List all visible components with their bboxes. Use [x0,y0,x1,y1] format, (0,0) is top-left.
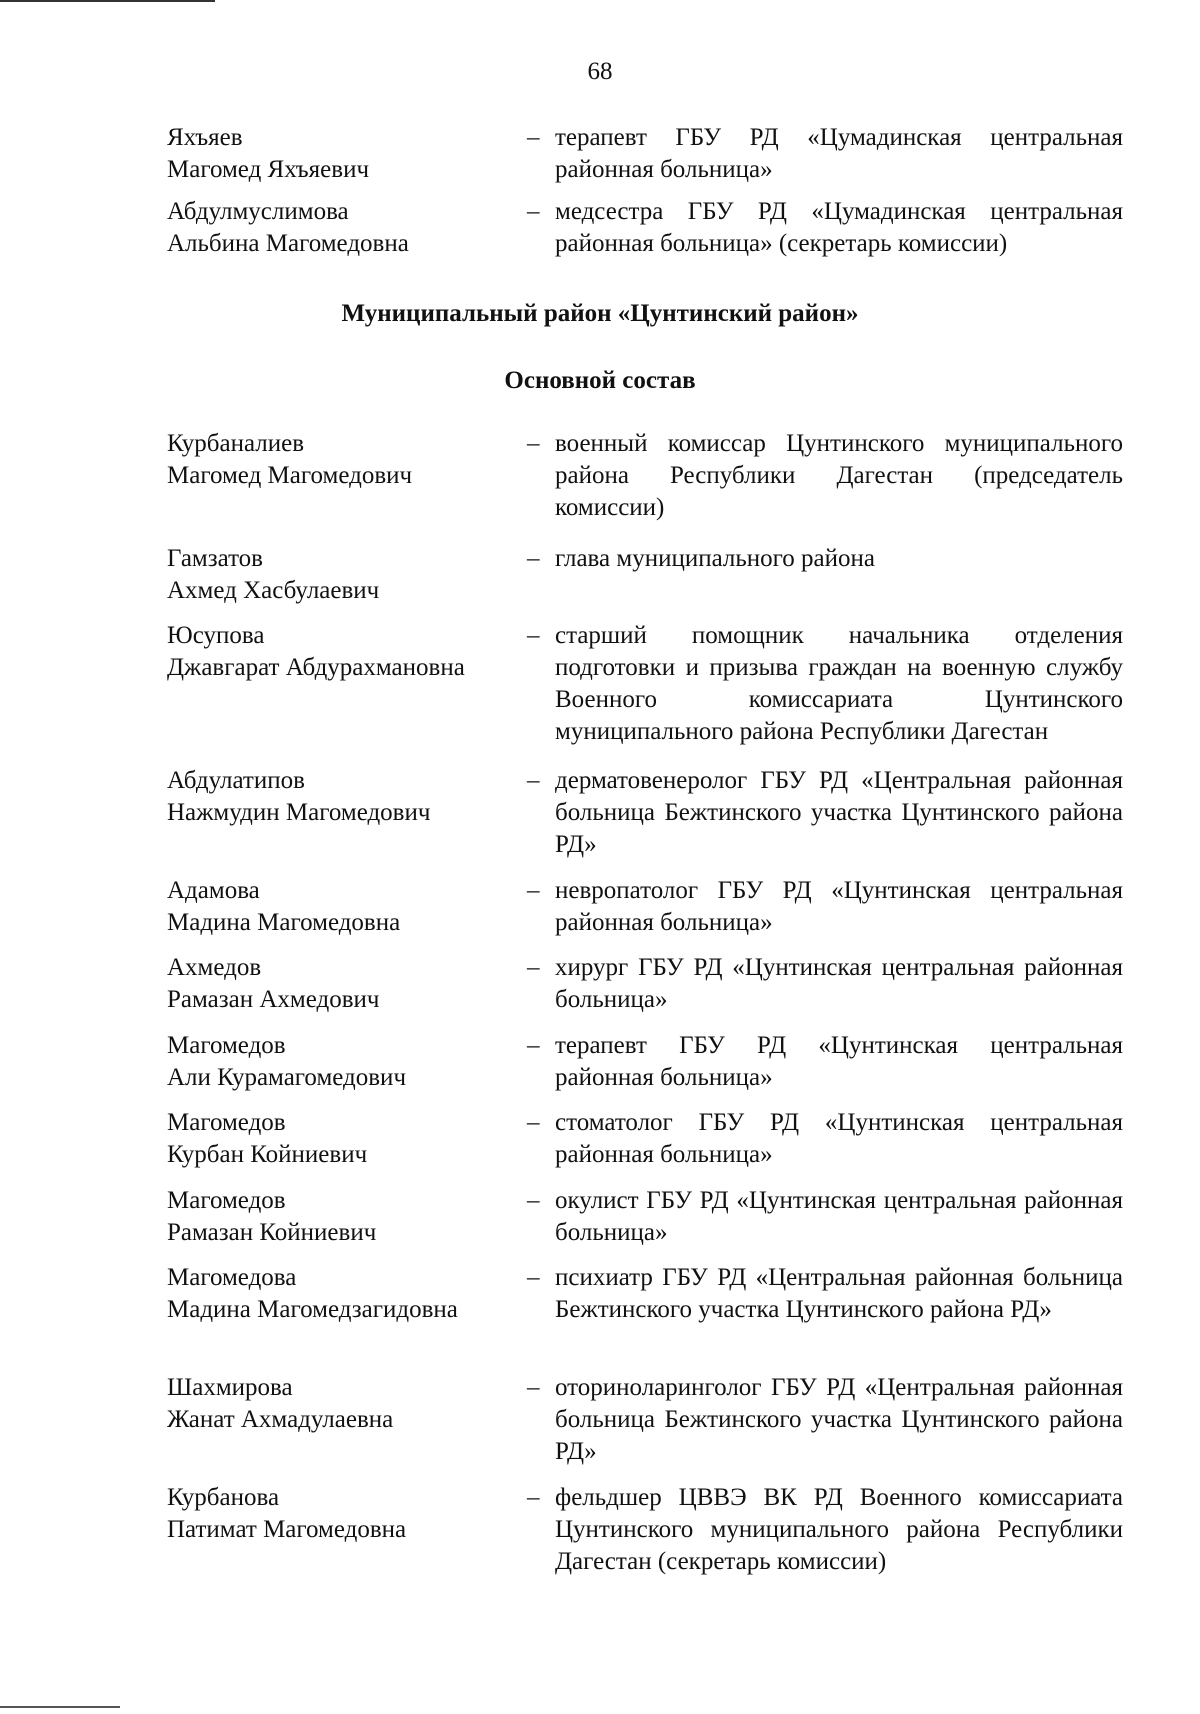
member-name [167,875,527,939]
dash-separator: – [527,124,540,151]
dash-separator: – [527,622,540,649]
member-surname: Шахмирова [167,1374,293,1401]
member-surname: Юсупова [167,622,265,649]
member-given-names: Патимат Магомедовна [167,1516,407,1543]
member-given-names: Магомед Яхъяевич [167,156,370,183]
member-role: военный комиссар Цунтинского муниципального района Республики Дагестан (председатель комиссии) [555,430,1123,521]
dash-separator: – [527,767,540,794]
member-given-names: Нажмудин Магомедович [167,799,431,826]
member-given-names: Рамазан Ахмедович [167,986,380,1013]
subsection-title: Основной состав [504,367,696,394]
member-surname: Курбаналиев [167,430,305,457]
member-given-names: Альбина Магомедовна [167,230,409,257]
member-given-names: Жанат Ахмадулаевна [167,1406,394,1433]
section-title: Муниципальный район «Цунтинский район» [341,300,859,327]
dash-separator: – [527,430,540,457]
member-name [167,765,527,829]
member-role: глава муниципального района [555,545,875,572]
member-role: медсестра ГБУ РД «Цумадинская центральная районная больница» (секретарь комиссии) [555,198,1123,257]
member-role: невропатолог ГБУ РД «Цунтинская центральная районная больница» [555,877,1123,936]
member-name [167,122,527,186]
dash-separator: – [527,1187,540,1214]
member-role: окулист ГБУ РД «Цунтинская центральная районная больница» [555,1187,1123,1246]
member-surname: Магомедов [167,1187,286,1214]
member-surname: Курбанова [167,1484,280,1511]
member-surname: Абдулатипов [167,767,305,794]
dash-separator: – [527,1109,540,1136]
member-role: психиатр ГБУ РД «Центральная районная больница Бежтинского участка Цунтинского района РД» [555,1264,1123,1323]
scan-edge-line [0,0,215,2]
dash-separator: – [527,1264,540,1291]
member-name [167,1372,527,1436]
member-surname: Магомедов [167,1109,286,1136]
dash-separator: – [527,1032,540,1059]
member-given-names: Али Курамагомедович [167,1064,407,1091]
member-name [167,1185,527,1249]
member-name [167,620,527,684]
dash-separator: – [527,1374,540,1401]
member-role: терапевт ГБУ РД «Цумадинская центральная районная больница» [555,124,1123,183]
member-given-names: Рамазан Койниевич [167,1219,377,1246]
member-name [167,1262,527,1326]
member-given-names: Мадина Магомедовна [167,909,401,936]
member-surname: Магомедов [167,1032,286,1059]
member-given-names: Мадина Магомедзагидовна [167,1296,458,1323]
member-role: стоматолог ГБУ РД «Цунтинская центральная районная больница» [555,1109,1123,1168]
dash-separator: – [527,1484,540,1511]
member-surname: Абдулмуслимова [167,198,349,225]
member-role: терапевт ГБУ РД «Цунтинская центральная районная больница» [555,1032,1123,1091]
member-role: старший помощник начальника отделения подготовки и призыва граждан на военную службу Военного комиссариата Цунтинского муниципального района Республики Дагестан [555,622,1123,745]
member-name [167,952,527,1016]
member-name [167,428,527,492]
scan-edge-line [0,1706,120,1708]
dash-separator: – [527,877,540,904]
member-surname: Адамова [167,877,260,904]
member-name [167,1107,527,1171]
page-number: 68 [587,58,613,85]
member-surname: Яхъяев [167,124,243,151]
member-given-names: Джавгарат Абдурахмановна [167,654,465,681]
member-role: фельдшер ЦВВЭ ВК РД Военного комиссариата Цунтинского муниципального района Республики Дагестан (секретарь комиссии) [555,1484,1123,1575]
member-given-names: Ахмед Хасбулаевич [167,577,380,604]
dash-separator: – [527,198,540,225]
member-given-names: Курбан Койниевич [167,1141,368,1168]
member-role: хирург ГБУ РД «Цунтинская центральная районная больница» [555,954,1123,1013]
member-surname: Магомедова [167,1264,297,1291]
member-role: дерматовенеролог ГБУ РД «Центральная районная больница Бежтинского участка Цунтинского района РД» [555,767,1123,858]
dash-separator: – [527,545,540,572]
member-name [167,1482,527,1546]
member-name [167,1030,527,1094]
member-role: оториноларинголог ГБУ РД «Центральная районная больница Бежтинского участка Цунтинского района РД» [555,1374,1123,1465]
dash-separator: – [527,954,540,981]
member-surname: Ахмедов [167,954,262,981]
member-name [167,196,527,260]
member-given-names: Магомед Магомедович [167,462,413,489]
member-surname: Гамзатов [167,545,263,572]
member-name [167,543,527,607]
